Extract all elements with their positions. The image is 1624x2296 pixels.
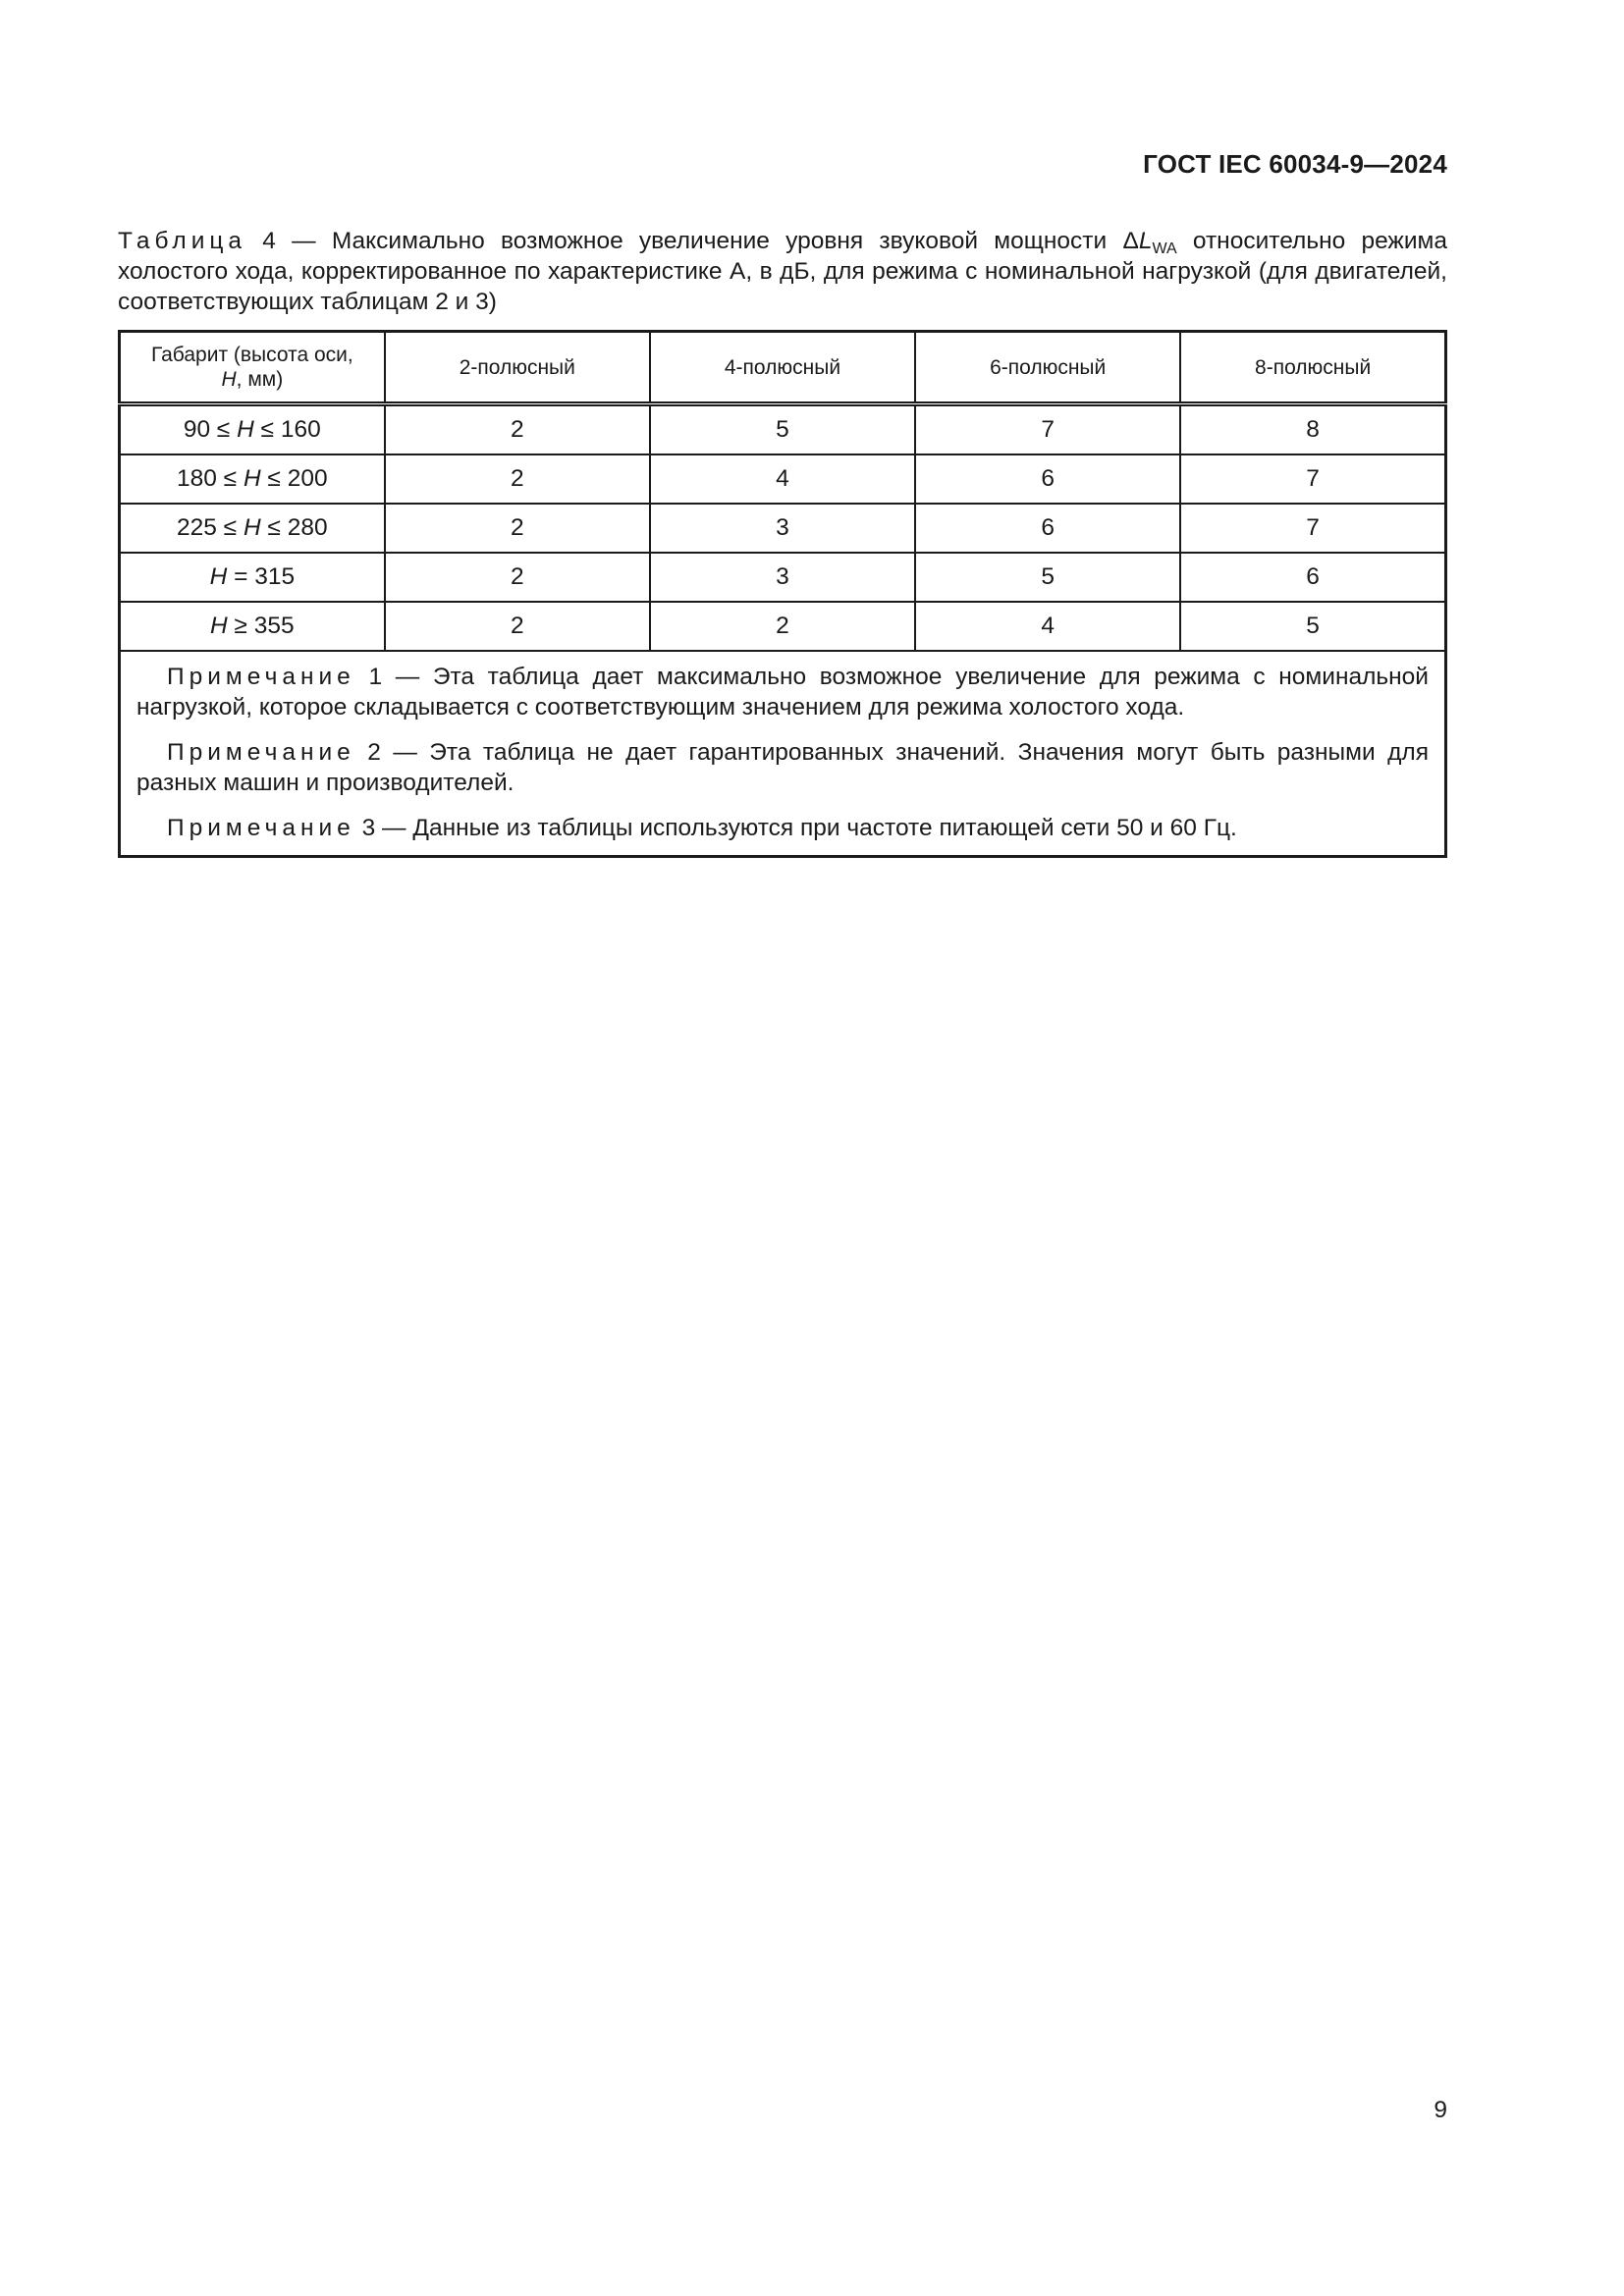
size-prefix: 90 ≤ [183,416,238,443]
cell-8-pole: 7 [1180,504,1445,553]
cell-8-pole: 7 [1180,454,1445,504]
table-row [120,553,1446,602]
caption-symbol-subscript: WA [1152,240,1177,257]
table-notes [120,651,1446,857]
cell-2-pole: 2 [385,553,650,602]
cell-6-pole: 6 [915,504,1180,553]
header-frame-size-var: H [221,368,237,391]
size-suffix: ≥ 355 [227,613,295,639]
note-2 [136,737,1429,798]
table-row [120,454,1446,504]
cell-8-pole: 5 [1180,602,1445,651]
cell-frame-size [120,404,385,455]
cell-8-pole: 6 [1180,553,1445,602]
cell-frame-size [120,454,385,504]
header-frame-size-suffix: , мм) [236,368,284,391]
size-var: H [210,613,228,639]
note-label: Примечание [167,664,355,690]
header-frame-size-line1: Габарит (высота оси, [150,344,353,366]
cell-4-pole: 3 [650,504,915,553]
header-frame-size [120,332,385,404]
size-suffix: ≤ 200 [260,465,328,492]
size-suffix: ≤ 160 [253,416,321,443]
table-row [120,602,1446,651]
header-8-pole: 8-полюсный [1180,332,1445,404]
header-2-pole: 2-полюсный [385,332,650,404]
cell-4-pole: 4 [650,454,915,504]
table-header-row [120,332,1446,404]
size-prefix: 225 ≤ [177,514,244,541]
size-prefix: 180 ≤ [177,465,244,492]
size-var: H [237,416,254,443]
table-row [120,404,1446,455]
caption-text-before: 4 — Максимально возможное увеличение уровня звуковой мощности [246,228,1123,254]
cell-4-pole: 2 [650,602,915,651]
cell-4-pole: 5 [650,404,915,455]
note-label: Примечание [167,739,355,766]
cell-4-pole: 3 [650,553,915,602]
document-header: ГОСТ IEC 60034-9—2024 [1143,149,1447,179]
note-text: 1 — Эта таблица дает максимально возможное увеличение для режима с номинальной нагрузкой, которое складывается с соответствующим значением для режима холостого хода. [136,664,1429,721]
caption-symbol-l: L [1138,228,1153,254]
noise-increase-table [118,330,1447,858]
note-text: 3 — Данные из таблицы используются при частоте питающей сети 50 и 60 Гц. [354,815,1237,841]
cell-8-pole: 8 [1180,404,1445,455]
caption-label: Таблица [118,228,247,254]
header-6-pole: 6-полюсный [915,332,1180,404]
cell-frame-size [120,504,385,553]
size-var: H [243,465,261,492]
caption-symbol-delta: Δ [1122,228,1139,254]
table-row [120,504,1446,553]
cell-frame-size [120,602,385,651]
note-3 [136,813,1429,843]
cell-2-pole: 2 [385,602,650,651]
cell-2-pole: 2 [385,404,650,455]
table-caption [118,226,1447,317]
size-suffix: = 315 [227,563,296,590]
cell-2-pole: 2 [385,504,650,553]
page-number: 9 [1434,2097,1447,2123]
caption-text-after: относительно режима холостого хода, корректированное по характеристике А, в дБ, для режима с номинальной нагрузкой (для двигателей, соответствующих таблицам 2 и 3) [118,228,1447,315]
size-var: H [243,514,261,541]
note-text: 2 — Эта таблица не дает гарантированных значений. Значения могут быть разными для разных машин и производителей. [136,739,1429,796]
cell-frame-size [120,553,385,602]
size-suffix: ≤ 280 [260,514,328,541]
note-1 [136,662,1429,722]
table-notes-row [120,651,1446,857]
note-label: Примечание [167,815,355,841]
header-4-pole: 4-полюсный [650,332,915,404]
cell-6-pole: 5 [915,553,1180,602]
cell-2-pole: 2 [385,454,650,504]
size-var: H [209,563,228,590]
cell-6-pole: 4 [915,602,1180,651]
cell-6-pole: 6 [915,454,1180,504]
cell-6-pole: 7 [915,404,1180,455]
